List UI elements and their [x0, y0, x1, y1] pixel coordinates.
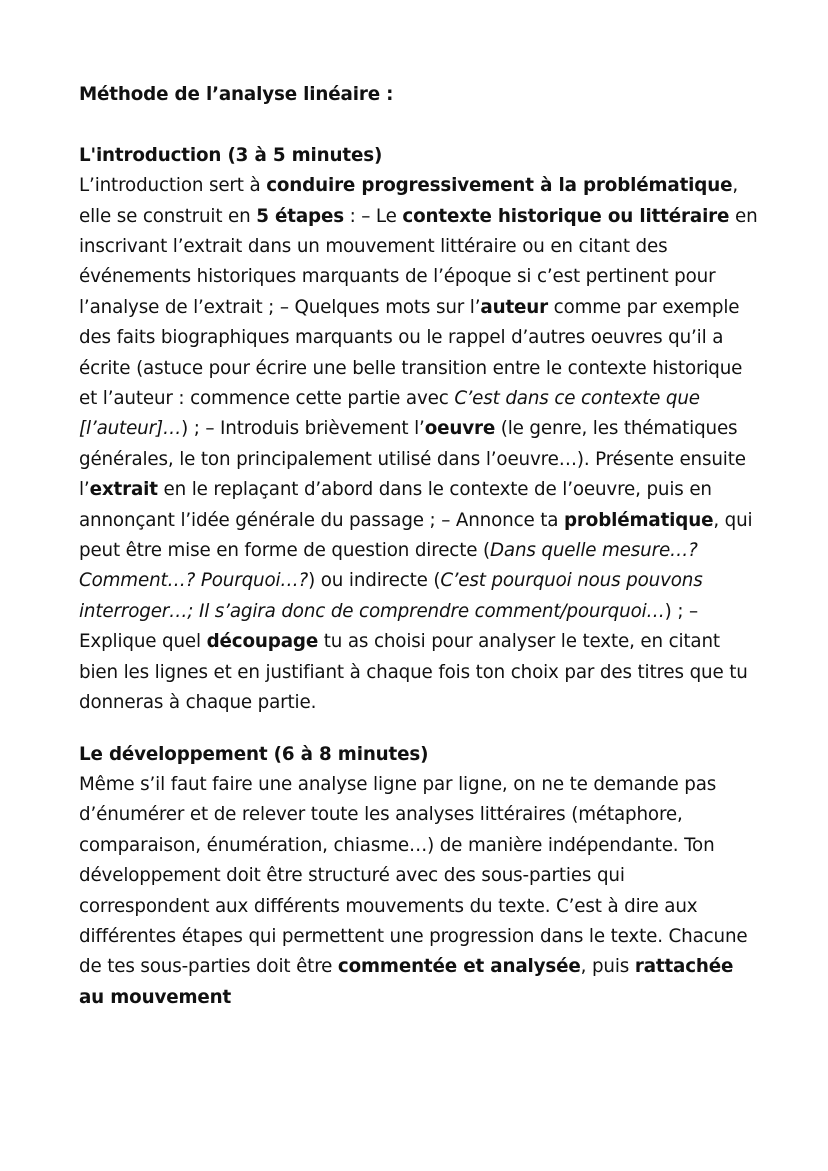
text-run-bold: oeuvre — [424, 418, 496, 440]
text-run-bold: rattachée au mouvement — [79, 956, 734, 1008]
document-title: Méthode de l’analyse linéaire : — [79, 84, 394, 105]
text-run: : – Le — [343, 205, 403, 227]
text-run-italic: C’est dans ce contexte que [l’auteur]… — [79, 388, 700, 440]
text-run: , puis — [580, 956, 635, 978]
text-run-bold: extrait — [89, 479, 158, 501]
text-run-bold: auteur — [480, 296, 549, 318]
section-body-introduction — [79, 171, 759, 718]
section-heading-developpement: Le développement (6 à 8 minutes) — [79, 743, 429, 765]
text-run-bold: commentée et analysée — [337, 956, 581, 978]
text-run: , qui peut être mise en forme de question directe ( — [79, 509, 753, 562]
text-run: L’introduction sert à — [79, 175, 267, 197]
text-run: ) ou indirecte ( — [308, 570, 441, 592]
text-run: ) ; – Introduis brièvement l’ — [181, 418, 425, 440]
text-run: Même s’il faut faire une analyse ligne par ligne, on ne te demande pas d’énumérer et de relever toute les analyses littéraires (métaphore, comparaison, énumération, chiasme…) de manière indépendante. Ton développement doit être structuré avec des sous-parties qui correspondent aux différents mouvements du texte. C’est à dire aux différentes étapes qui permettent une progression dans le texte. Chacune de tes sous-parties doit être — [79, 773, 748, 978]
text-run: ) ; – Explique quel — [79, 600, 698, 653]
section-heading-introduction: L'introduction (3 à 5 minutes) — [79, 144, 383, 166]
text-run: , elle se construit en — [79, 175, 739, 227]
text-run: comme par exemple des faits biographiques marquants ou le rappel d’autres oeuvres qu’il a écrite (astuce pour écrire une belle transition entre le contexte historique et l’auteur : commence cette partie avec — [79, 296, 743, 410]
text-run-bold: problématique — [563, 509, 714, 531]
text-run-bold: 5 étapes — [256, 205, 344, 227]
text-run-bold: conduire progressivement à la problématique — [266, 175, 733, 197]
text-run: en le replaçant d’abord dans le contexte de l’oeuvre, puis en annonçant l’idée générale du passage ; – Annonce ta — [79, 479, 712, 531]
text-run-italic: Dans quelle mesure…? Comment…? Pourquoi…? — [79, 540, 698, 592]
section-body-developpement — [79, 770, 759, 1013]
text-run-italic: C’est pourquoi nous pouvons interroger…; Il s’agira donc de comprendre comment/pourquoi… — [79, 570, 703, 622]
text-run-bold: contexte historique ou littéraire — [402, 205, 730, 227]
text-run: tu as choisi pour analyser le texte, en citant bien les lignes et en justifiant à chaque fois ton choix par des titres que tu donneras à chaque partie. — [79, 631, 748, 714]
text-run-bold: découpage — [206, 631, 319, 653]
text-run: en inscrivant l’extrait dans un mouvement littéraire ou en citant des événements historiques marquants de l’époque si c’est pertinent pour l’analyse de l’extrait ; – Quelques mots sur l’ — [79, 205, 758, 318]
document-page — [79, 80, 759, 1013]
text-run: (le genre, les thématiques générales, le ton principalement utilisé dans l’oeuvre…). Présente ensuite l’ — [79, 418, 746, 501]
